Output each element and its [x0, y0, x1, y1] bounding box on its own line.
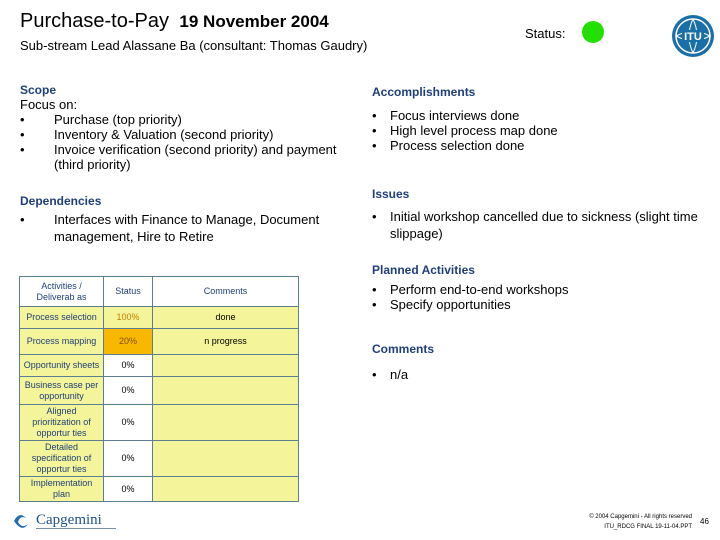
comment-cell: done	[153, 307, 299, 329]
list-item: • Invoice verification (second priority) and payment (third priority)	[20, 142, 365, 172]
status-cell: 0%	[104, 405, 153, 441]
planned-list	[372, 282, 702, 312]
activity-cell: Aligned prioritization of opportur ties	[20, 405, 104, 441]
list-item: • Specify opportunities	[372, 297, 702, 312]
table-row	[20, 477, 299, 502]
subtitle: Sub-stream Lead Alassane Ba (consultant: Thomas Gaudry)	[20, 38, 368, 53]
dependencies-list	[20, 211, 355, 245]
comment-cell	[153, 355, 299, 377]
list-item: • n/a	[372, 367, 702, 382]
table-row	[20, 405, 299, 441]
document-reference: ITU_RDCG FINAL 19-11-04.PPT	[604, 524, 692, 530]
comments-list	[372, 367, 702, 382]
accomplishments-heading: Accomplishments	[372, 85, 476, 99]
list-item: • Initial workshop cancelled due to sickness (slight time slippage)	[372, 208, 702, 242]
scope-section	[20, 97, 365, 172]
comment-cell	[153, 477, 299, 502]
table-row	[20, 355, 299, 377]
activity-cell: Business case per opportunity	[20, 377, 104, 405]
copyright-text: © 2004 Capgemini - All rights reserved	[589, 514, 692, 520]
status-label: Status:	[525, 26, 566, 41]
header-status: Status	[104, 277, 153, 307]
itu-logo-icon	[670, 13, 716, 59]
comment-cell	[153, 377, 299, 405]
svg-text:ITU: ITU	[684, 31, 702, 43]
deliverables-table	[19, 276, 299, 502]
status-indicator	[582, 21, 604, 43]
scope-heading: Scope	[20, 83, 57, 97]
status-cell: 0%	[104, 477, 153, 502]
planned-heading: Planned Activities	[372, 263, 475, 277]
capgemini-logo-text: Capgemini	[36, 512, 102, 528]
status-cell: 0%	[104, 377, 153, 405]
table-row	[20, 307, 299, 329]
title-date: 19 November 2004	[179, 12, 329, 31]
dependencies-heading: Dependencies	[20, 194, 102, 208]
header-comments: Comments	[153, 277, 299, 307]
activity-cell: Opportunity sheets	[20, 355, 104, 377]
capgemini-logo-icon	[10, 509, 120, 533]
list-item: • Interfaces with Finance to Manage, Document management, Hire to Retire	[20, 211, 355, 245]
title-text: Purchase-to-Pay	[20, 10, 169, 32]
list-item: • High level process map done	[372, 123, 702, 138]
accomplishments-list	[372, 108, 702, 153]
page-number: 46	[700, 517, 709, 526]
comment-cell	[153, 405, 299, 441]
activity-cell: Implementation plan	[20, 477, 104, 502]
table-row	[20, 329, 299, 355]
scope-list	[20, 112, 365, 172]
issues-heading: Issues	[372, 187, 410, 201]
comments-heading: Comments	[372, 342, 435, 356]
activity-cell: Detailed specification of opportur ties	[20, 441, 104, 477]
activity-cell: Process mapping	[20, 329, 104, 355]
header-activities: Activities / Deliverab as	[20, 277, 104, 307]
status-cell: 20%	[104, 329, 153, 355]
scope-intro: Focus on:	[20, 97, 78, 112]
activity-cell: Process selection	[20, 307, 104, 329]
list-item: • Focus interviews done	[372, 108, 702, 123]
comment-cell: n progress	[153, 329, 299, 355]
table-header-row	[20, 277, 299, 307]
copyright-block	[560, 512, 692, 532]
table-row	[20, 441, 299, 477]
comment-cell	[153, 441, 299, 477]
status-cell: 0%	[104, 441, 153, 477]
status-cell: 0%	[104, 355, 153, 377]
issues-list	[372, 208, 702, 242]
list-item: • Process selection done	[372, 138, 702, 153]
list-item: • Purchase (top priority)	[20, 112, 365, 127]
status-cell: 100%	[104, 307, 153, 329]
list-item: • Inventory & Valuation (second priority)	[20, 127, 365, 142]
list-item: • Perform end-to-end workshops	[372, 282, 702, 297]
page-title	[20, 10, 329, 33]
dependencies-section	[20, 211, 355, 245]
table-row	[20, 377, 299, 405]
